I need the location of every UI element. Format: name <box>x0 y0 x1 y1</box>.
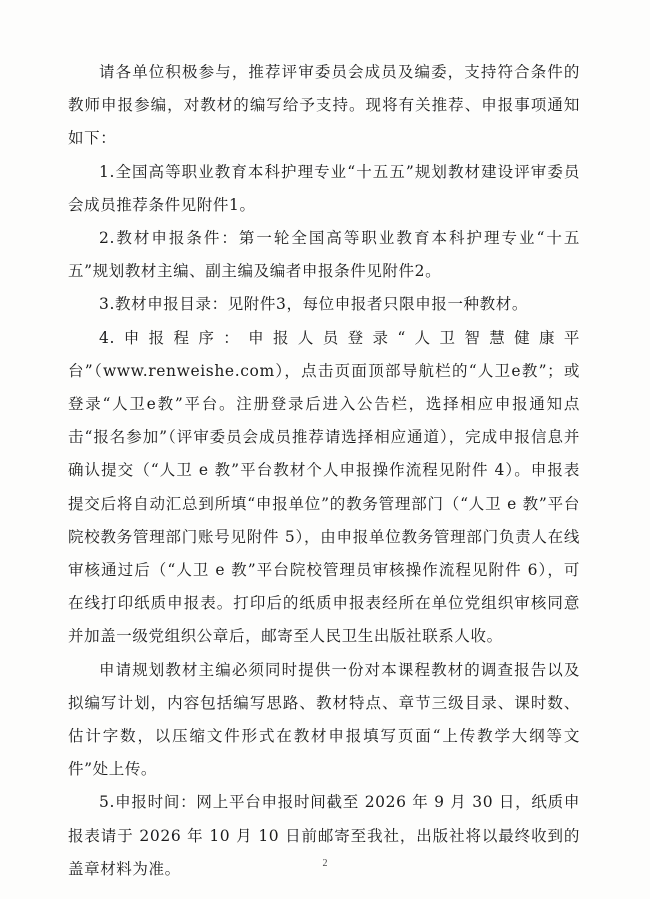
paragraph-item-2: 2.教材申报条件：第一轮全国高等职业教育本科护理专业“十五五”规划教材主编、副主编及编者申报条件见附件2。 <box>68 229 580 281</box>
page-number: 2 <box>322 858 328 869</box>
document-body <box>68 56 580 886</box>
paragraph-item-5: 5.申报时间：网上平台申报时间截至 2026 年 9 月 30 日，纸质申报表请于 2026 年 10 月 10 日前邮寄至我社，出版社将以最终收到的盖章材料为准。 <box>68 793 580 878</box>
paragraph-item-1: 1.全国高等职业教育本科护理专业“十五五”规划教材建设评审委员会成员推荐条件见附件1。 <box>68 162 580 214</box>
paragraph-item-4-note: 申请规划教材主编必须同时提供一份对本课程教材的调查报告以及拟编写计划，内容包括编写思路、教材特点、章节三级目录、课时数、估计字数，以压缩文件形式在教材申报填写页面“上传教学大纲等文件”处上传。 <box>68 660 580 779</box>
paragraph-item-3: 3.教材申报目录：见附件3，每位申报者只限申报一种教材。 <box>99 295 528 314</box>
paragraph-intro: 请各单位积极参与，推荐评审委员会成员及编委，支持符合条件的教师申报参编，对教材的编写给予支持。现将有关推荐、申报事项通知如下： <box>68 63 580 148</box>
paragraph-item-4: 4.申报程序：申报人员登录“人卫智慧健康平台”（www.renweishe.com），点击页面顶部导航栏的“人卫e教”；或登录“人卫e教”平台。注册登录后进入公告栏，选择相应申报通知点击“报名参加”（评审委员会成员推荐请选择相应通道），完成申报信息并确认提交（“人卫 e 教”平台教材个人申报操作流程见附件 4）。申报表提交后将自动汇总到所填“申报单位”的教务管理部门（“人卫 e 教”平台院校教务管理部门账号见附件 5），由申报单位教务管理部门负责人在线审核通过后（“人卫 e 教”平台院校管理员审核操作流程见附件 6），可在线打印纸质申报表。打印后的纸质申报表经所在单位党组织审核同意并加盖一级党组织公章后，邮寄至人民卫生出版社联系人收。 <box>68 328 580 646</box>
